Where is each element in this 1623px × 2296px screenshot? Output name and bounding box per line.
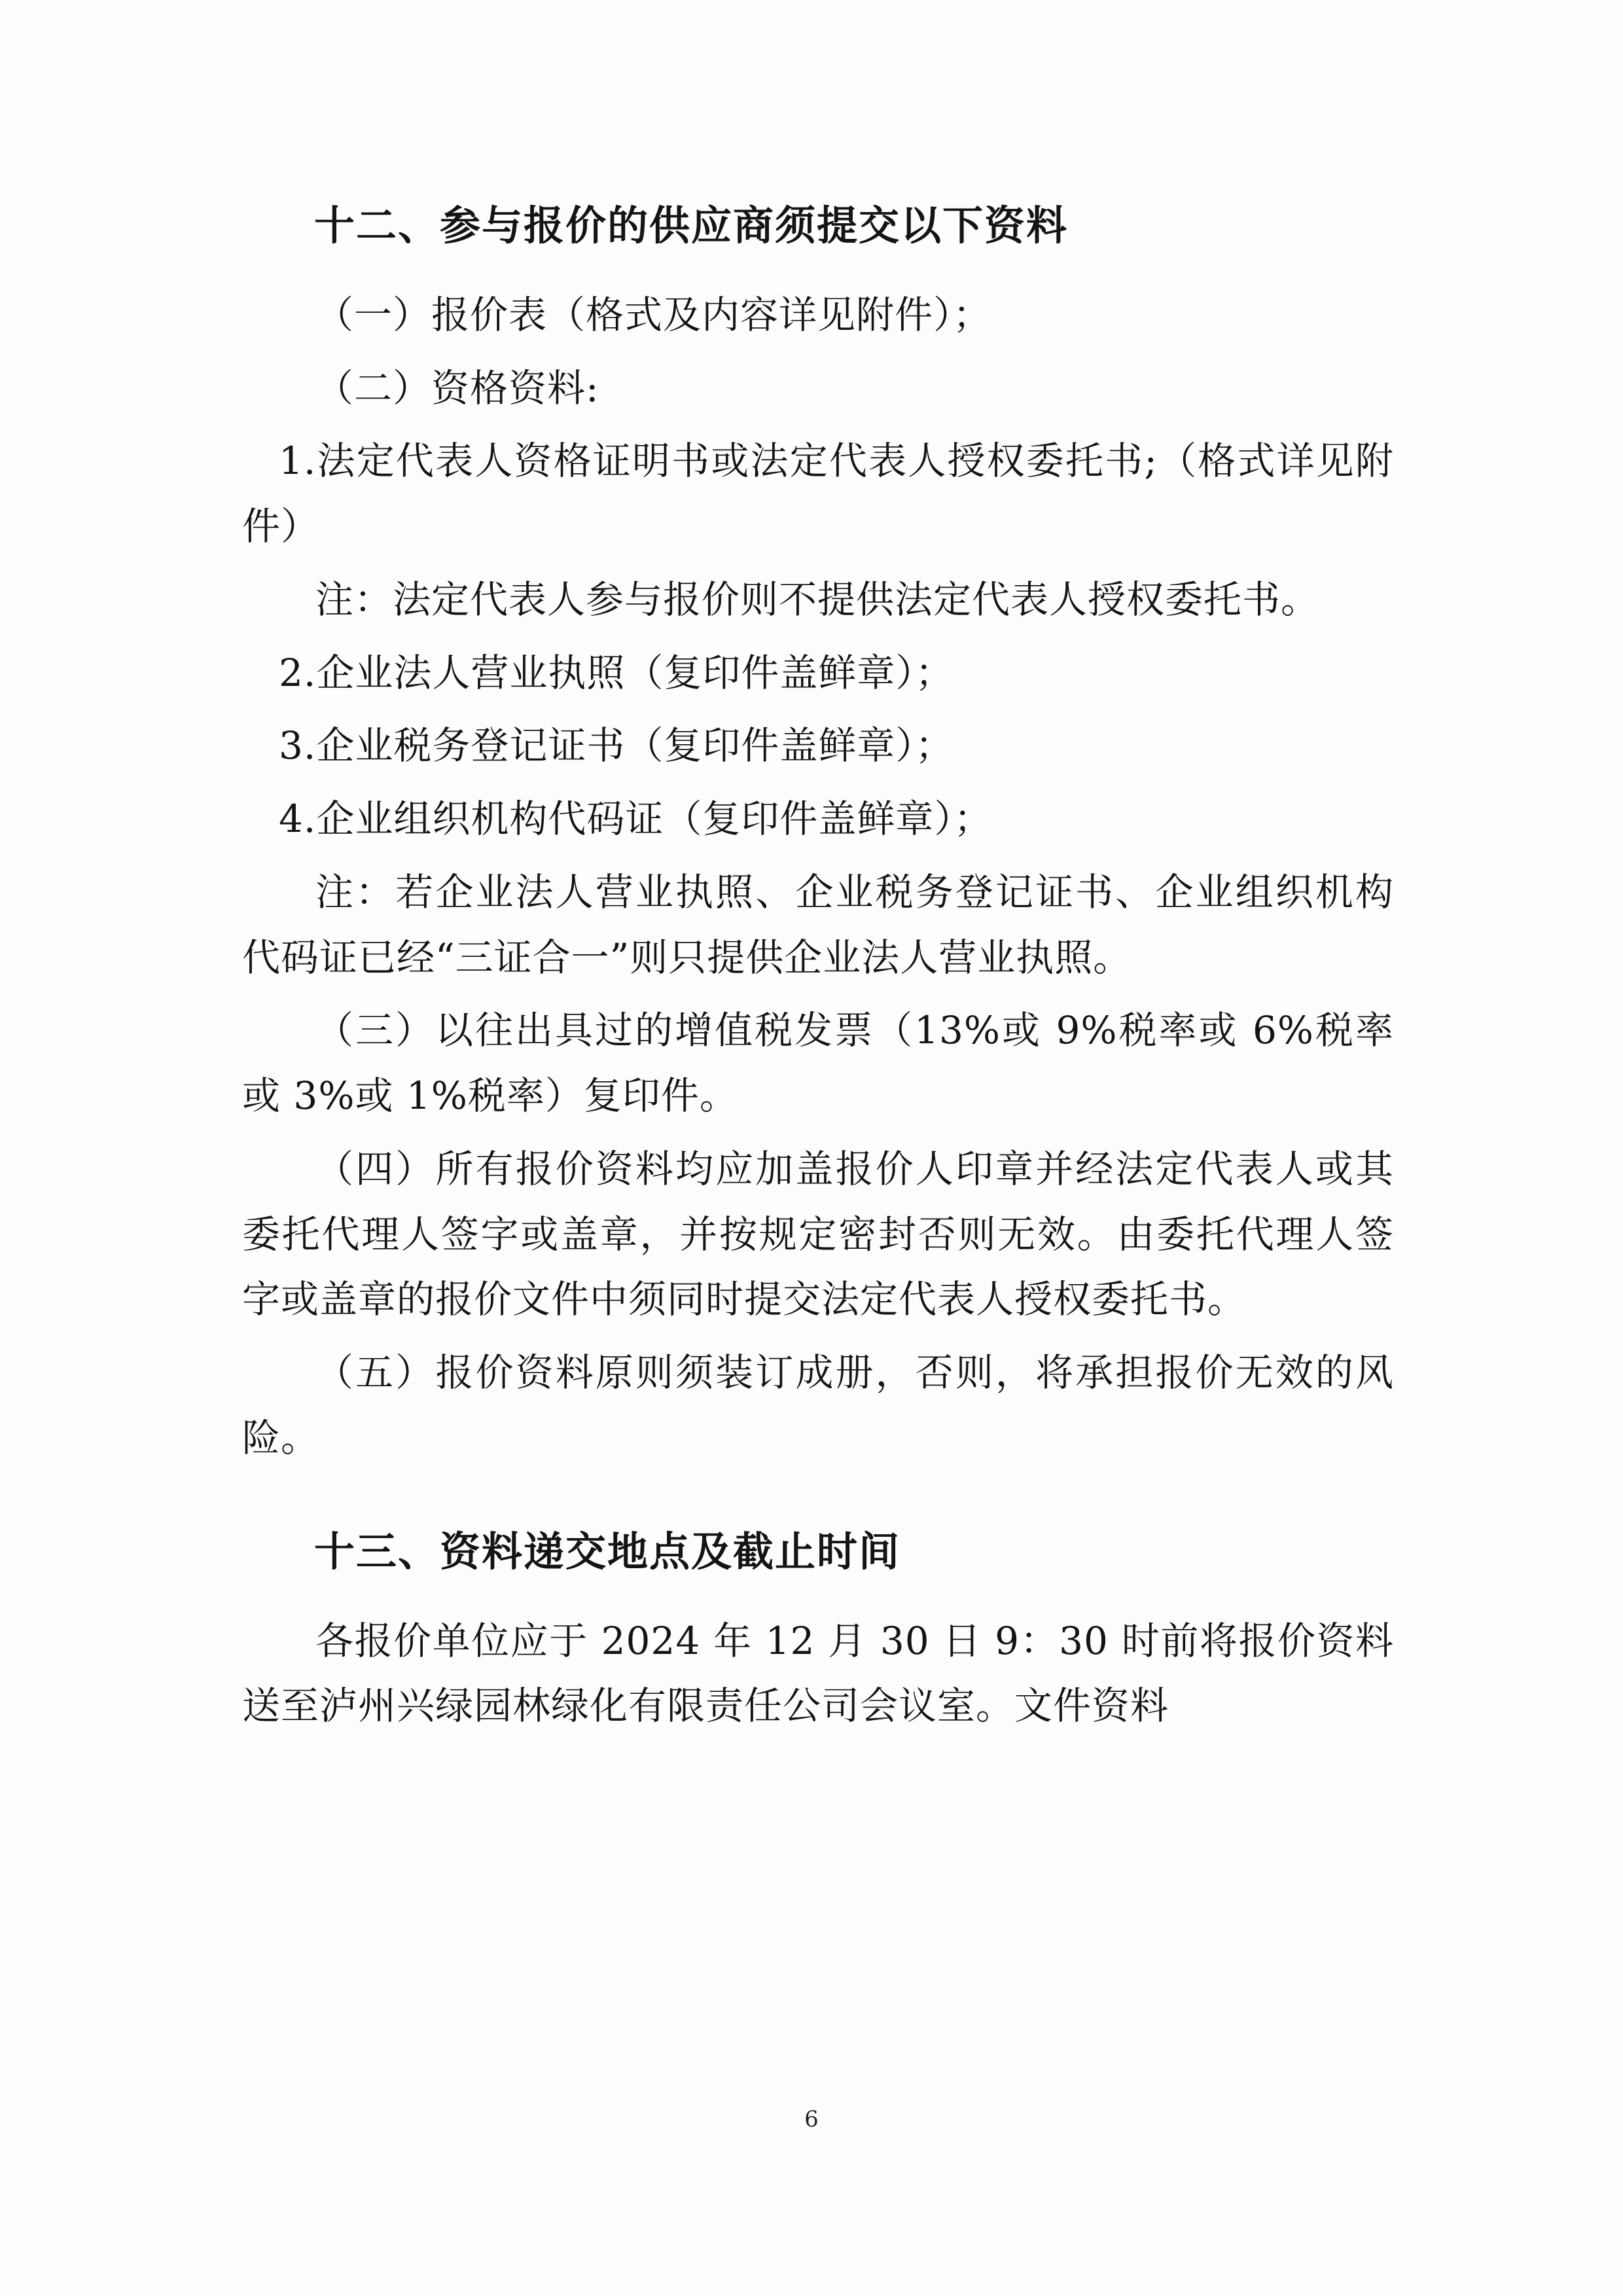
paragraph-item-2-4: 4.企业组织机构代码证（复印件盖鲜章）； xyxy=(279,797,993,842)
paragraph-item-2-1: 1.法定代表人资格证明书或法定代表人授权委托书;（格式详见附件） xyxy=(242,439,1394,549)
section-heading-13: 十三、资料递交地点及截止时间 xyxy=(314,1527,901,1575)
paragraph-item-2-2: 2.企业法人营业执照（复印件盖鲜章）； xyxy=(279,650,954,695)
paragraph-submission-info: 各报价单位应于 2024 年 12 月 30 日 9：30 时前将报价资料送至泸州兴绿园林绿化有限责任公司会议室。文件资料 xyxy=(242,1618,1394,1729)
paragraph-item-1: （一）报价表（格式及内容详见附件）； xyxy=(315,292,992,337)
page-content xyxy=(242,196,1394,1747)
section-heading-12: 十二、参与报价的供应商须提交以下资料 xyxy=(314,202,1069,249)
paragraph-item-2-note-1: 注：法定代表人参与报价则不提供法定代表人授权委托书。 xyxy=(315,577,1320,622)
paragraph-item-5: （五）报价资料原则须装订成册，否则，将承担报价无效的风险。 xyxy=(242,1350,1394,1460)
paragraph-item-2-3: 3.企业税务登记证书（复印件盖鲜章）； xyxy=(279,723,954,768)
paragraph-item-3: （三）以往出具过的增值税发票（13%或 9%税率或 6%税率或 3%或 1%税率）复印件。 xyxy=(242,1008,1394,1119)
page-number: 6 xyxy=(804,2106,819,2132)
paragraph-item-4: （四）所有报价资料均应加盖报价人印章并经法定代表人或其委托代理人签字或盖章，并按规定密封否则无效。由委托代理人签字或盖章的报价文件中须同时提交法定代表人授权委托书。 xyxy=(242,1146,1394,1322)
paragraph-item-2-note-2: 注：若企业法人营业执照、企业税务登记证书、企业组织机构代码证已经“三证合一”则只提供企业法人营业执照。 xyxy=(242,869,1394,980)
paragraph-item-2: （二）资格资料: xyxy=(315,365,599,410)
